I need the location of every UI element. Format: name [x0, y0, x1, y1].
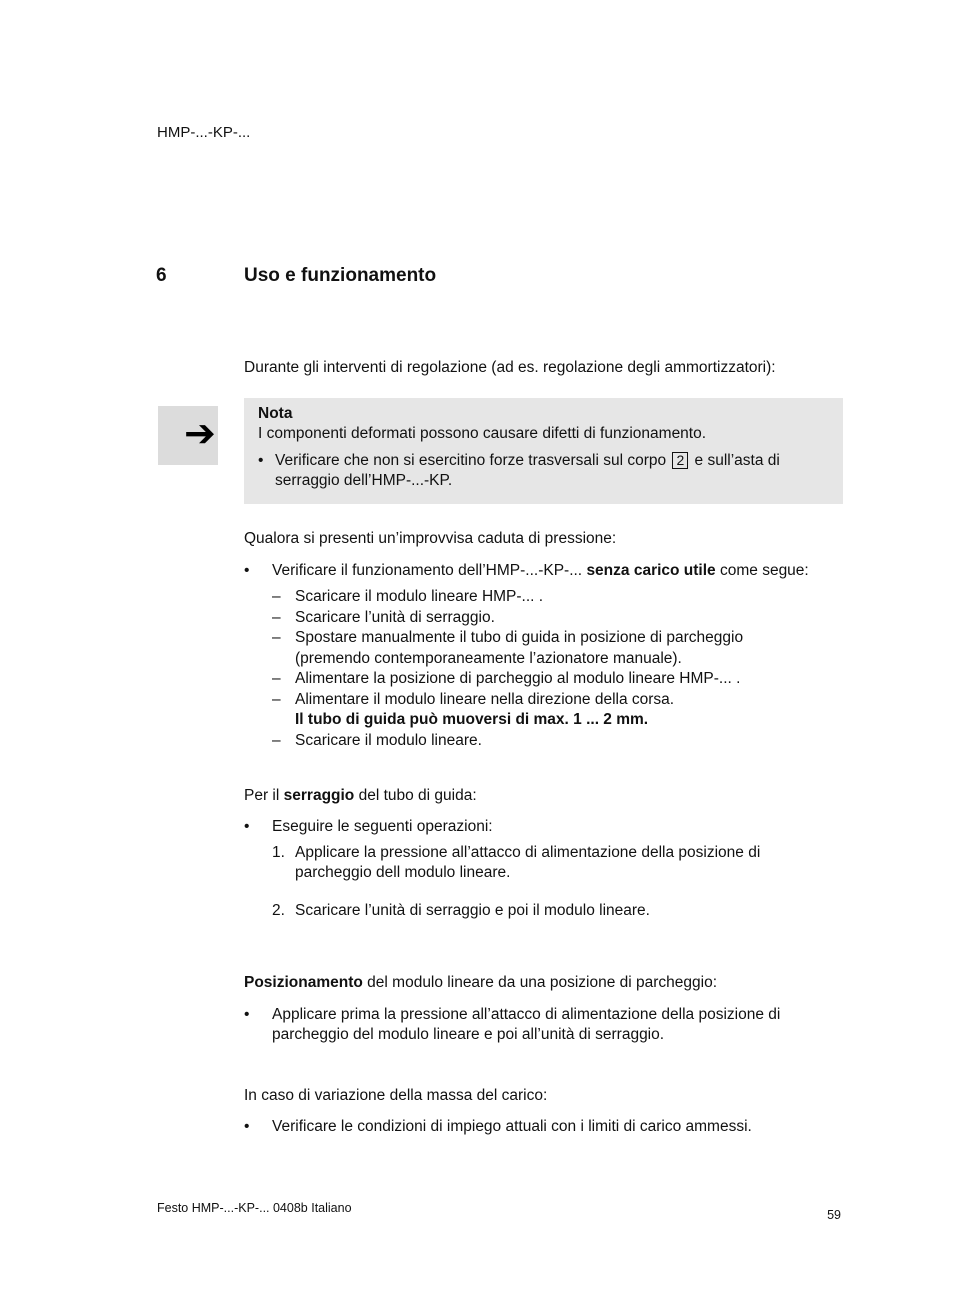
part-reference-badge: 2	[672, 452, 688, 469]
intro-bold-text: serraggio	[283, 787, 355, 804]
section-number: 6	[156, 265, 167, 286]
arrow-right-icon: ➔	[184, 413, 216, 455]
bullet-marker: •	[244, 1118, 250, 1135]
step-text: Spostare manualmente il tubo di guida in posizione di parcheggio	[295, 629, 744, 646]
step-text: Scaricare il modulo lineare.	[295, 732, 482, 749]
dash-marker: –	[272, 609, 281, 626]
step-text: Applicare la pressione all’attacco di alimentazione della posizione di	[295, 844, 761, 861]
note-title: Nota	[258, 405, 293, 422]
load-change-intro: In caso di variazione della massa del carico:	[244, 1087, 548, 1104]
note-bullet-text-3: serraggio dell’HMP-...-KP.	[275, 472, 453, 489]
step-text: parcheggio dell modulo lineare.	[295, 864, 511, 881]
dash-marker: –	[272, 588, 281, 605]
positioning-intro	[244, 973, 844, 993]
bullet-marker: •	[244, 1006, 250, 1023]
step-text: Scaricare l’unità di serraggio.	[295, 609, 495, 626]
note-bullet-text-1: Verificare che non si esercitino forze trasversali sul corpo	[275, 452, 667, 469]
bullet-marker: •	[258, 452, 264, 469]
intro-bold-text: Posizionamento	[244, 974, 363, 991]
section-title: Uso e funzionamento	[244, 265, 437, 286]
intro-paragraph: Durante gli interventi di regolazione (ad es. regolazione degli ammortizzatori):	[244, 359, 776, 376]
note-icon-box	[158, 406, 218, 465]
page-number: 59	[827, 1208, 841, 1222]
clamping-intro	[244, 786, 844, 806]
dash-marker: –	[272, 670, 281, 687]
note-box	[244, 398, 843, 504]
step-text: (premendo contemporaneamente l’azionatore manuale).	[295, 650, 682, 667]
bullet-text: parcheggio del modulo lineare e poi all’unità di serraggio.	[272, 1026, 665, 1043]
bullet-text: Verificare le condizioni di impiego attuali con i limiti di carico ammessi.	[272, 1118, 752, 1135]
dash-marker: –	[272, 629, 281, 646]
pressure-drop-intro: Qualora si presenti un’improvvisa caduta di pressione:	[244, 530, 617, 547]
note-bullet-text-2: e sull’asta di	[694, 452, 780, 469]
dash-marker: –	[272, 691, 281, 708]
step-text: Scaricare il modulo lineare HMP-... .	[295, 588, 544, 605]
running-header: HMP-...-KP-...	[157, 124, 251, 141]
note-bullet	[258, 451, 819, 491]
intro-text: del modulo lineare da una posizione di parcheggio:	[367, 974, 718, 991]
footer-document-info: Festo HMP-...-KP-... 0408b Italiano	[157, 1201, 352, 1215]
dash-marker: –	[272, 732, 281, 749]
step-text: Alimentare il modulo lineare nella direzione della corsa.	[295, 691, 675, 708]
bullet-bold-text: senza carico utile	[586, 562, 716, 579]
intro-text-end: del tubo di guida:	[358, 787, 477, 804]
bullet-text-end: come segue:	[719, 562, 809, 579]
note-text: I componenti deformati possono causare difetti di funzionamento.	[258, 425, 707, 442]
step-text: Alimentare la posizione di parcheggio al modulo lineare HMP-... .	[295, 670, 741, 687]
step-warning-text: Il tubo di guida può muoversi di max. 1 ... 2 mm.	[295, 711, 649, 728]
bullet-text: Eseguire le seguenti operazioni:	[272, 818, 493, 835]
bullet-text: Verificare il funzionamento dell’HMP-...-KP-...	[272, 562, 583, 579]
step-number: 1.	[272, 844, 285, 861]
bullet-marker: •	[244, 818, 250, 835]
intro-text: Per il	[244, 787, 280, 804]
bullet-text: Applicare prima la pressione all’attacco di alimentazione della posizione di	[272, 1006, 781, 1023]
step-number: 2.	[272, 902, 285, 919]
step-text: Scaricare l’unità di serraggio e poi il modulo lineare.	[295, 902, 650, 919]
bullet-marker: •	[244, 562, 250, 579]
